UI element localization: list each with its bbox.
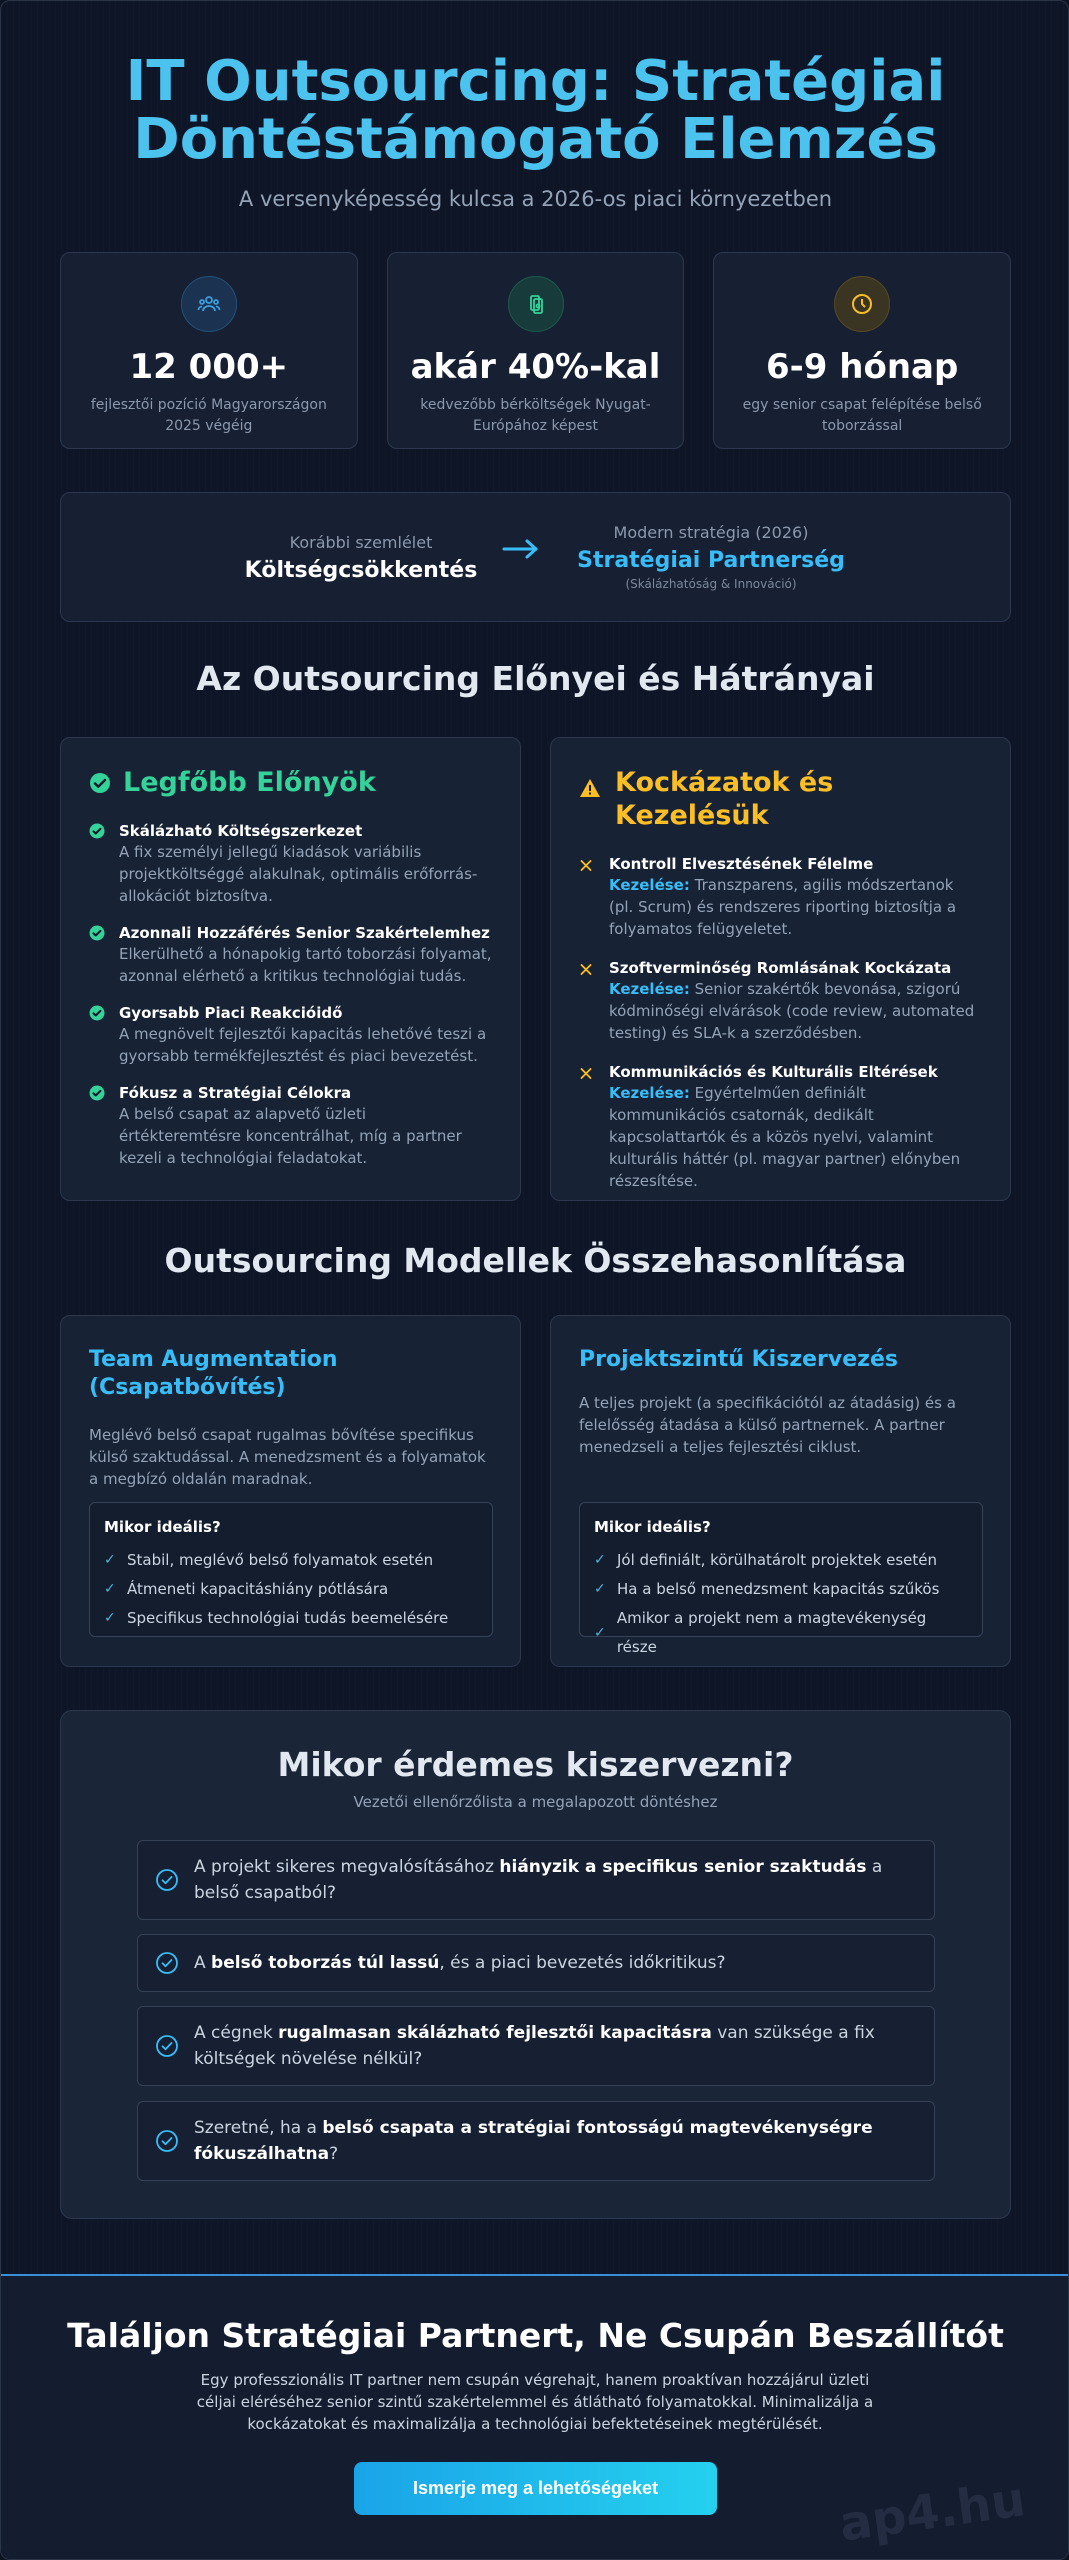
model-card-project-outsourcing — [550, 1315, 1011, 1667]
checklist-item[interactable]: Szeretné, ha a belső csapata a stratégiai fontosságú magtevékenységre fókuszálhatna? — [137, 2101, 935, 2181]
page-subtitle: A versenyképesség kulcsa a 2026-os piaci környezetben — [238, 187, 833, 211]
check-circle-icon — [155, 1868, 179, 1900]
model-card-team-augmentation — [60, 1315, 521, 1667]
check-icon: ✓ — [104, 1552, 116, 1568]
hero — [1, 49, 1069, 211]
checklist-item[interactable]: A projekt sikeres megvalósításához hiányzik a specifikus senior szaktudás a belső csapatból? — [137, 1840, 935, 1920]
list-item: ✓ Stabil, meglévő belső folyamatok esetén — [104, 1546, 478, 1575]
ideal-box: Mikor ideális? ✓ Jól definiált, körülhatárolt projektek esetén ✓ Ha a belső menedzsment kapacitás szűkös ✓ Amikor a projekt nem a magtevékenység része — [579, 1502, 983, 1637]
stat-description: kedvezőbb bérköltségek Nyugat-Európához képest — [420, 397, 651, 434]
check-icon: ✓ — [594, 1552, 606, 1568]
pros-title: Legfőbb Előnyök — [89, 766, 492, 799]
arrow-right-icon — [501, 537, 541, 565]
list-item: ✓ Specifikus technológiai tudás beemelésére — [104, 1604, 478, 1633]
stat-card — [387, 252, 685, 449]
stat-description: egy senior csapat felépítése belső toborzással — [742, 397, 982, 434]
pros-list — [89, 821, 492, 1169]
checklist-subtitle: Vezetői ellenőrzőlista a megalapozott döntéshez — [353, 1793, 718, 1811]
old-approach: Korábbi szemlélet Költségcsökkentés — [244, 533, 478, 583]
checklist-panel — [60, 1710, 1011, 2219]
model-title: Projektszintű Kiszervezés — [579, 1347, 898, 1372]
risks-card — [550, 737, 1011, 1201]
check-icon: ✓ — [594, 1624, 606, 1641]
cta-button[interactable]: Ismerje meg a lehetőségeket — [354, 2462, 717, 2515]
stats-row — [60, 252, 1011, 449]
ideal-box: Mikor ideális? ✓ Stabil, meglévő belső folyamatok esetén ✓ Átmeneti kapacitáshiány pótlására ✓ Specifikus technológiai tudás beemelésére — [89, 1502, 493, 1637]
list-item: ✓ Amikor a projekt nem a magtevékenység része — [594, 1609, 927, 1656]
checklist-title: Mikor érdemes kiszervezni? — [277, 1745, 794, 1784]
x-icon — [579, 856, 593, 875]
risks-title: Kockázatok és Kezelésük — [579, 766, 982, 832]
list-item: ✓ Ha a belső menedzsment kapacitás szűkös — [594, 1575, 968, 1604]
users-icon — [181, 276, 237, 332]
footer-title: Találjon Stratégiai Partnert, Ne Csupán Beszállítót — [67, 2316, 1004, 2355]
check-circle-icon — [89, 1085, 105, 1105]
check-circle-icon — [155, 1951, 179, 1983]
stat-value: 12 000+ — [129, 347, 289, 387]
check-circle-icon — [89, 823, 105, 843]
strategy-shift-panel — [60, 492, 1011, 622]
clock-icon — [834, 276, 890, 332]
list-item: Skálázható Költségszerkezet A fix személyi jellegű kiadások variábilis projektköltséggé alakulnak, optimális erőforrás-allokációt biztosítva. — [89, 821, 492, 907]
list-item: Szoftverminőség Romlásának Kockázata Kezelése: Senior szakértők bevonása, szigorú kódminőségi elvárások (code review, automated testing) és SLA-k a szerződésben. — [579, 958, 982, 1044]
risks-list — [579, 854, 982, 1192]
watermark-logo: ap4.hu — [836, 2471, 1029, 2553]
check-icon: ✓ — [104, 1581, 116, 1597]
check-circle-icon — [89, 925, 105, 945]
check-icon: ✓ — [594, 1581, 606, 1597]
check-circle-icon — [155, 2034, 179, 2066]
x-icon — [579, 960, 593, 979]
stat-value: 6-9 hónap — [766, 347, 959, 387]
money-icon — [508, 276, 564, 332]
model-description: Meglévő belső csapat rugalmas bővítése specifikus külső szaktudással. A menedzsment és a folyamatok a megbízó oldalán maradnak. — [89, 1426, 486, 1488]
check-icon: ✓ — [104, 1610, 116, 1626]
list-item: ✓ Jól definiált, körülhatárolt projektek esetén — [594, 1546, 968, 1575]
stat-card — [713, 252, 1011, 449]
stat-description: fejlesztői pozíció Magyarországon 2025 végéig — [90, 397, 327, 434]
checklist-item[interactable]: A belső toborzás túl lassú, és a piaci bevezetés időkritikus? — [137, 1934, 935, 1992]
list-item: Kontroll Elvesztésének Félelme Kezelése: Transzparens, agilis módszertanok (pl. Scrum) és rendszeres riporting biztosítja a folyamatos felügyeletet. — [579, 854, 982, 940]
section-title-proscons: Az Outsourcing Előnyei és Hátrányai — [196, 659, 875, 698]
page-title: IT Outsourcing: Stratégiai Döntéstámogató Elemzés — [125, 49, 946, 172]
pros-card — [60, 737, 521, 1201]
list-item: Azonnali Hozzáférés Senior Szakértelemhez Elkerülhető a hónapokig tartó toborzási folyamat, azonnal elérhető a kritikus technológiai tudás. — [89, 923, 492, 987]
x-icon — [579, 1064, 593, 1083]
warning-icon — [579, 773, 601, 806]
check-circle-icon — [89, 1005, 105, 1025]
checklist-item[interactable]: A cégnek rugalmasan skálázható fejlesztői kapacitásra van szüksége a fix költségek növelése nélkül? — [137, 2006, 935, 2086]
list-item: Fókusz a Stratégiai Célokra A belső csapat az alapvető üzleti értékteremtésre koncentrálhat, míg a partner kezeli a technológiai feladatokat. — [89, 1083, 492, 1169]
check-circle-icon — [155, 2129, 179, 2161]
stat-value: akár 40%-kal — [410, 347, 661, 387]
list-item: ✓ Átmeneti kapacitáshiány pótlására — [104, 1575, 478, 1604]
stat-card — [60, 252, 358, 449]
list-item: Kommunikációs és Kulturális Eltérések Kezelése: Egyértelműen definiált kommunikációs csatornák, dedikált kapcsolattartók és a közös nyelvi, valamint kulturális háttér (pl. magyar partner) előnyben részesítése. — [579, 1062, 982, 1192]
list-item: Gyorsabb Piaci Reakcióidő A megnövelt fejlesztői kapacitás lehetővé teszi a gyorsabb termékfejlesztést és piaci bevezetést. — [89, 1003, 492, 1067]
model-description: A teljes projekt (a specifikációtól az átadásig) és a felelősség átadása a külső partnernek. A partner menedzseli a teljes fejlesztési ciklust. — [579, 1394, 956, 1456]
check-circle-icon — [89, 772, 111, 794]
new-approach: Modern stratégia (2026) Stratégiai Partnerség (Skálázhatóság & Innováció) — [577, 523, 845, 591]
model-title: Team Augmentation (Csapatbővítés) — [89, 1347, 338, 1400]
footer-text: Egy professzionális IT partner nem csupán végrehajt, hanem proaktívan hozzájárul üzleti céljai eléréséhez senior szintű szakértelemmel és átlátható folyamatokkal. Minimalizálja a kockázatokat és maximalizálja a technológiai befektetéseinek megtérülését. — [196, 2371, 874, 2433]
section-title-models: Outsourcing Modellek Összehasonlítása — [164, 1241, 907, 1280]
